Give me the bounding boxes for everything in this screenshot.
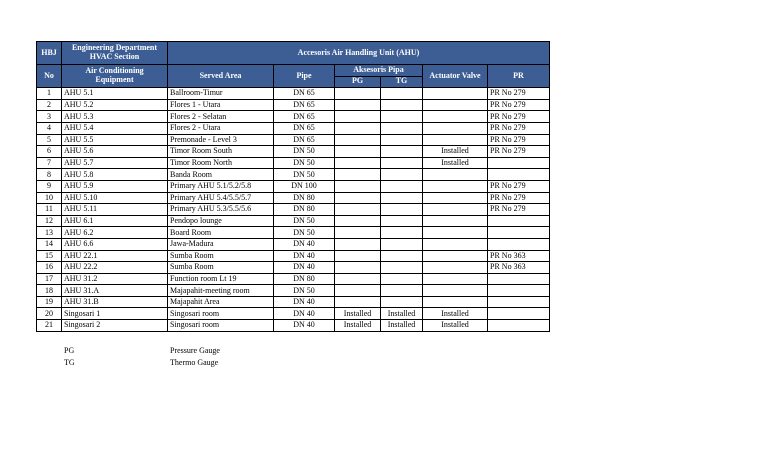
legend-meaning: Thermo Gauge	[170, 357, 219, 367]
cell-tg	[381, 122, 423, 134]
cell-no: 13	[37, 227, 62, 239]
cell-no: 14	[37, 238, 62, 250]
cell-no: 18	[37, 285, 62, 297]
table-row	[37, 250, 550, 262]
col-header-valve: Actuator Valve	[423, 65, 488, 88]
cell-no: 16	[37, 262, 62, 274]
cell-pg	[335, 285, 381, 297]
cell-pipe: DN 40	[274, 308, 335, 320]
cell-no: 3	[37, 111, 62, 123]
cell-no: 11	[37, 204, 62, 216]
cell-pr	[488, 308, 550, 320]
cell-no: 21	[37, 320, 62, 332]
cell-no: 6	[37, 146, 62, 158]
cell-pipe: DN 65	[274, 111, 335, 123]
cell-tg	[381, 180, 423, 192]
cell-pipe: DN 50	[274, 157, 335, 169]
cell-area: Majapahit-meeting room	[168, 285, 274, 297]
cell-pipe: DN 40	[274, 250, 335, 262]
cell-unit: AHU 5.1	[62, 88, 168, 100]
cell-valve	[423, 122, 488, 134]
cell-valve	[423, 169, 488, 181]
cell-valve: Installed	[423, 308, 488, 320]
cell-valve	[423, 134, 488, 146]
cell-area: Flores 2 - Utara	[168, 122, 274, 134]
table-row	[37, 238, 550, 250]
cell-area: Pendopo lounge	[168, 215, 274, 227]
cell-valve	[423, 215, 488, 227]
cell-tg	[381, 157, 423, 169]
cell-pipe: DN 65	[274, 88, 335, 100]
table-row	[37, 192, 550, 204]
table-row	[37, 111, 550, 123]
table-row	[37, 88, 550, 100]
cell-pr: PR No 279	[488, 88, 550, 100]
cell-unit: AHU 22.1	[62, 250, 168, 262]
cell-pg	[335, 227, 381, 239]
cell-unit: Singosari 1	[62, 308, 168, 320]
cell-pr	[488, 296, 550, 308]
col-header-aksesoris: Aksesoris Pipa	[335, 65, 423, 77]
legend-meaning: Pressure Gauge	[170, 346, 220, 355]
cell-area: Jawa-Madura	[168, 238, 274, 250]
cell-tg	[381, 146, 423, 158]
cell-no: 19	[37, 296, 62, 308]
col-header-pipe: Pipe	[274, 65, 335, 88]
cell-tg: Installed	[381, 320, 423, 332]
cell-pr	[488, 227, 550, 239]
cell-tg	[381, 250, 423, 262]
table-row	[37, 285, 550, 297]
cell-valve	[423, 99, 488, 111]
cell-valve	[423, 296, 488, 308]
cell-valve	[423, 262, 488, 274]
cell-unit: AHU 5.4	[62, 122, 168, 134]
table-row	[37, 169, 550, 181]
header-row-2	[37, 65, 550, 77]
cell-pipe: DN 65	[274, 99, 335, 111]
table-row	[37, 122, 550, 134]
sheet-container	[36, 41, 550, 332]
cell-tg	[381, 215, 423, 227]
cell-area: Timor Room South	[168, 146, 274, 158]
cell-pipe: DN 65	[274, 134, 335, 146]
cell-pg	[335, 180, 381, 192]
col-header-unit-line1: Air Conditioning	[85, 66, 144, 76]
cell-valve	[423, 111, 488, 123]
cell-unit: AHU 5.7	[62, 157, 168, 169]
org-code: HBJ	[37, 42, 62, 65]
cell-pr: PR No 363	[488, 262, 550, 274]
cell-pg	[335, 99, 381, 111]
cell-area: Premonade - Level 3	[168, 134, 274, 146]
cell-unit: AHU 5.5	[62, 134, 168, 146]
department-name: Engineering Department	[71, 43, 158, 53]
section-name: HVAC Section	[89, 52, 140, 61]
cell-pipe: DN 40	[274, 238, 335, 250]
cell-valve: Installed	[423, 157, 488, 169]
cell-tg	[381, 111, 423, 123]
cell-area: Sumba Room	[168, 250, 274, 262]
cell-pr	[488, 238, 550, 250]
cell-unit: AHU 5.8	[62, 169, 168, 181]
cell-pr: PR No 279	[488, 180, 550, 192]
col-header-unit-line2: Equipment	[95, 75, 134, 85]
cell-unit: AHU 5.2	[62, 99, 168, 111]
cell-no: 4	[37, 122, 62, 134]
cell-tg	[381, 134, 423, 146]
cell-pr	[488, 273, 550, 285]
cell-area: Flores 1 - Utara	[168, 99, 274, 111]
col-header-pg: PG	[335, 76, 381, 88]
cell-pg	[335, 250, 381, 262]
cell-pipe: DN 50	[274, 169, 335, 181]
col-header-tg: TG	[381, 76, 423, 88]
cell-pr	[488, 285, 550, 297]
cell-pr	[488, 215, 550, 227]
cell-pg	[335, 157, 381, 169]
table-row	[37, 273, 550, 285]
cell-pipe: DN 50	[274, 215, 335, 227]
ahu-accessories-table	[36, 41, 550, 332]
cell-area: Primary AHU 5.1/5.2/5.8	[168, 180, 274, 192]
cell-pr: PR No 279	[488, 134, 550, 146]
cell-tg	[381, 285, 423, 297]
cell-no: 17	[37, 273, 62, 285]
cell-pg	[335, 204, 381, 216]
cell-no: 8	[37, 169, 62, 181]
cell-pg	[335, 111, 381, 123]
cell-tg	[381, 273, 423, 285]
table-row	[37, 262, 550, 274]
col-header-no: No	[37, 65, 62, 88]
cell-pg	[335, 262, 381, 274]
cell-tg	[381, 262, 423, 274]
cell-area: Singosari room	[168, 308, 274, 320]
cell-valve: Installed	[423, 146, 488, 158]
cell-pipe: DN 40	[274, 262, 335, 274]
header-row-1	[37, 42, 550, 65]
cell-valve	[423, 180, 488, 192]
table-row	[37, 99, 550, 111]
cell-area: Function room Lt 19	[168, 273, 274, 285]
cell-valve	[423, 192, 488, 204]
table-row	[37, 204, 550, 216]
cell-pr	[488, 320, 550, 332]
cell-pg	[335, 88, 381, 100]
cell-pg	[335, 169, 381, 181]
cell-pipe: DN 40	[274, 320, 335, 332]
cell-pipe: DN 80	[274, 192, 335, 204]
cell-unit: AHU 6.6	[62, 238, 168, 250]
cell-area: Primary AHU 5.4/5.5/5.7	[168, 192, 274, 204]
cell-no: 12	[37, 215, 62, 227]
cell-pg	[335, 215, 381, 227]
cell-valve	[423, 238, 488, 250]
cell-pr: PR No 279	[488, 146, 550, 158]
table-row	[37, 320, 550, 332]
cell-pipe: DN 65	[274, 122, 335, 134]
cell-no: 7	[37, 157, 62, 169]
table-row	[37, 134, 550, 146]
cell-valve	[423, 250, 488, 262]
cell-unit: AHU 6.1	[62, 215, 168, 227]
legend-item	[64, 345, 220, 357]
cell-tg	[381, 238, 423, 250]
cell-pipe: DN 80	[274, 204, 335, 216]
cell-valve	[423, 88, 488, 100]
cell-area: Primary AHU 5.3/5.5/5.6	[168, 204, 274, 216]
cell-no: 9	[37, 180, 62, 192]
cell-unit: AHU 5.6	[62, 146, 168, 158]
cell-pg	[335, 134, 381, 146]
cell-pg: Installed	[335, 308, 381, 320]
table-row	[37, 146, 550, 158]
cell-tg	[381, 296, 423, 308]
cell-pg	[335, 146, 381, 158]
cell-pg	[335, 122, 381, 134]
cell-unit: AHU 31.A	[62, 285, 168, 297]
col-header-pr: PR	[488, 65, 550, 88]
cell-no: 5	[37, 134, 62, 146]
cell-area: Flores 2 - Selatan	[168, 111, 274, 123]
cell-pr: PR No 363	[488, 250, 550, 262]
cell-tg	[381, 192, 423, 204]
cell-tg	[381, 204, 423, 216]
cell-tg	[381, 169, 423, 181]
cell-pg	[335, 192, 381, 204]
cell-tg: Installed	[381, 308, 423, 320]
cell-area: Ballroom-Timur	[168, 88, 274, 100]
cell-pr: PR No 279	[488, 192, 550, 204]
cell-pg	[335, 296, 381, 308]
cell-unit: AHU 5.9	[62, 180, 168, 192]
cell-pr: PR No 279	[488, 122, 550, 134]
cell-unit: AHU 5.10	[62, 192, 168, 204]
cell-no: 2	[37, 99, 62, 111]
cell-valve	[423, 273, 488, 285]
legend-item	[64, 357, 220, 369]
cell-pg: Installed	[335, 320, 381, 332]
cell-unit: AHU 5.3	[62, 111, 168, 123]
cell-area: Singosari room	[168, 320, 274, 332]
cell-pr: PR No 279	[488, 99, 550, 111]
legend-abbr: PG	[64, 346, 75, 355]
cell-tg	[381, 99, 423, 111]
cell-valve	[423, 204, 488, 216]
cell-area: Sumba Room	[168, 262, 274, 274]
cell-pg	[335, 238, 381, 250]
cell-area: Timor Room North	[168, 157, 274, 169]
cell-valve	[423, 227, 488, 239]
cell-pipe: DN 40	[274, 296, 335, 308]
cell-tg	[381, 88, 423, 100]
legend	[64, 345, 220, 368]
table-row	[37, 296, 550, 308]
table-row	[37, 157, 550, 169]
col-header-area: Served Area	[168, 65, 274, 88]
cell-tg	[381, 227, 423, 239]
cell-unit: AHU 5.11	[62, 204, 168, 216]
cell-no: 20	[37, 308, 62, 320]
cell-no: 10	[37, 192, 62, 204]
cell-pg	[335, 273, 381, 285]
cell-pr: PR No 279	[488, 111, 550, 123]
cell-area: Majapahit Area	[168, 296, 274, 308]
cell-pipe: DN 50	[274, 146, 335, 158]
cell-unit: AHU 31.2	[62, 273, 168, 285]
cell-unit: Singosari 2	[62, 320, 168, 332]
table-row	[37, 215, 550, 227]
cell-pipe: DN 80	[274, 273, 335, 285]
cell-valve: Installed	[423, 320, 488, 332]
table-row	[37, 308, 550, 320]
cell-pipe: DN 50	[274, 285, 335, 297]
department-cell	[62, 42, 168, 65]
cell-area: Board Room	[168, 227, 274, 239]
cell-area: Banda Room	[168, 169, 274, 181]
cell-pr	[488, 157, 550, 169]
cell-unit: AHU 22.2	[62, 262, 168, 274]
sheet-title: Accesoris Air Handling Unit (AHU)	[168, 42, 550, 65]
cell-unit: AHU 6.2	[62, 227, 168, 239]
table-row	[37, 227, 550, 239]
cell-valve	[423, 285, 488, 297]
cell-pipe: DN 50	[274, 227, 335, 239]
cell-pr	[488, 169, 550, 181]
cell-no: 15	[37, 250, 62, 262]
table-row	[37, 180, 550, 192]
cell-no: 1	[37, 88, 62, 100]
cell-pr: PR No 279	[488, 204, 550, 216]
legend-abbr: TG	[64, 357, 75, 367]
cell-unit: AHU 31.B	[62, 296, 168, 308]
col-header-unit	[62, 65, 168, 88]
cell-pipe: DN 100	[274, 180, 335, 192]
